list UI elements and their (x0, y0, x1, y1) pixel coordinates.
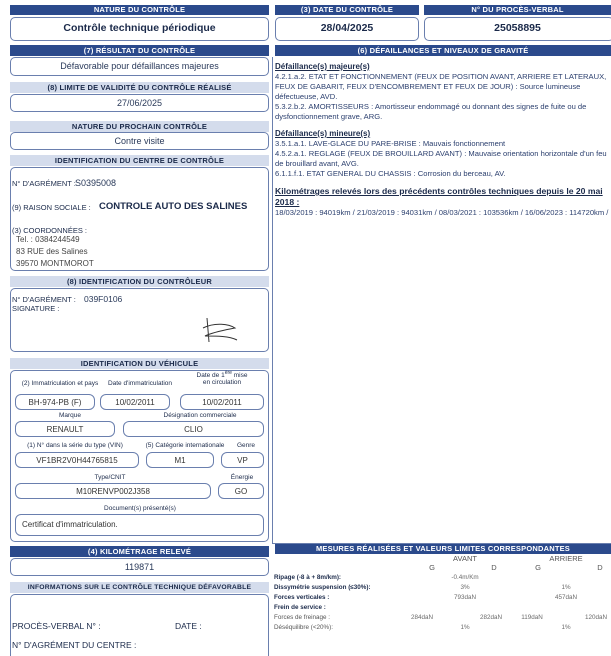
ff-avg: 284daN (410, 614, 434, 621)
col-avant: AVANT (453, 554, 477, 563)
type-field: M10RENVP002J358 (15, 483, 211, 499)
minor-item-1: 3.5.1.a.1. LAVE-GLACE DU PARE-BRISE : Mauvais fonctionnement (275, 139, 506, 148)
ripage-value: -0.4m/Km (451, 574, 479, 581)
km-header: (4) KILOMÉTRAGE RELEVÉ (10, 546, 269, 557)
result-header: (7) RÉSULTAT DU CONTRÔLE (10, 45, 269, 56)
lbl-genre: Genre (236, 442, 256, 449)
date-controle-header: (3) DATE DU CONTRÔLE (275, 5, 419, 15)
dissym-av: 3% (460, 584, 470, 591)
pv-number-header: N° DU PROCÈS-VERBAL (424, 5, 611, 15)
lbl-first-circ-a: Date de 1 (196, 372, 225, 380)
signature-image (195, 312, 245, 348)
controleur-agrement-label: N° D'AGRÉMENT : (12, 295, 76, 304)
frein-label: Frein de service : (274, 604, 326, 611)
marque-field: RENAULT (15, 421, 115, 437)
lbl-first-circ (178, 370, 266, 386)
raison-label: (9) RAISON SOCIALE : (12, 203, 91, 212)
nature-value: Contrôle technique périodique (63, 22, 216, 34)
dissym-label: Dissymétrie suspension (≤30%): (274, 584, 371, 591)
raison-value: CONTROLE AUTO DES SALINES (99, 201, 248, 212)
ff-arg: 119daN (521, 614, 543, 621)
lbl-energie: Énergie (230, 474, 254, 481)
defects-header: (6) DÉFAILLANCES ET NIVEAUX DE GRAVITÉ (275, 45, 611, 56)
forces-vert-av: 793daN (453, 594, 477, 601)
documents-field: Certificat d'immatriculation. (15, 514, 264, 536)
lbl-vin: (1) N° dans la série du type (VIN) (27, 442, 123, 449)
designation-field: CLIO (123, 421, 264, 437)
col-arriere: ARRIERE (549, 554, 583, 563)
major-item-1: 4.2.1.a.2. ETAT ET FONCTIONNEMENT (FEUX DE POSITION AVANT, ARRIERE ET LATERAUX, FEUX DE GABARIT, FEUX D'ENCOMBREMENT ET FEUX DE JOUR) : Source lumineuse défectueuse, AVD. (275, 72, 607, 101)
minor-item-3: 6.1.1.f.1. ETAT GENERAL DU CHASSIS : Corrosion du berceau, AV. (275, 169, 506, 178)
dissym-ar: 1% (561, 584, 571, 591)
validity-value: 27/06/2025 (116, 98, 163, 108)
centre-agrement-value: S0395008 (75, 178, 117, 188)
info-header: INFORMATIONS SUR LE CONTRÔLE TECHNIQUE DÉFAVORABLE (10, 582, 269, 593)
ff-ard: 120daN (584, 614, 608, 621)
nature-header: NATURE DU CONTRÔLE (10, 5, 269, 15)
deseq-ar: 1% (561, 624, 571, 631)
coord-tel: Tel. : 0384244549 (16, 235, 80, 244)
lbl-date-immat: Date d'immatriculation (107, 380, 173, 387)
lbl-first-circ-b: mise (231, 372, 248, 380)
immat-field: BH-974-PB (F) (15, 394, 95, 410)
centre-header: IDENTIFICATION DU CENTRE DE CONTRÔLE (10, 155, 269, 166)
coord-label: (3) COORDONNÉES : (12, 226, 88, 235)
controleur-agrement-value: 039F0106 (84, 294, 123, 304)
col-avant-g: G (429, 563, 435, 572)
km-history-list: 18/03/2019 : 94019km / 21/03/2019 : 94031km / 08/03/2021 : 103536km / 16/06/2023 : 114720km / (275, 208, 609, 217)
forces-frein-label: Forces de freinage : (274, 614, 331, 621)
forces-vert-label: Forces verticales : (274, 594, 330, 601)
lbl-first-circ-sup: ère (224, 370, 232, 376)
major-title: Défaillance(s) majeure(s) (275, 62, 370, 71)
col-arriere-g: G (535, 563, 541, 572)
ripage-label: Ripage (-8 à + 8m/km): (274, 574, 342, 581)
coord-addr1: 83 RUE des Salines (16, 247, 88, 256)
vehicle-header: IDENTIFICATION DU VÉHICULE (10, 358, 269, 369)
pv-number-value: 25058895 (494, 22, 541, 34)
date-immat-field: 10/02/2011 (100, 394, 170, 410)
coord-addr2: 39570 MONTMOROT (16, 259, 94, 268)
deseq-av: 1% (460, 624, 470, 631)
vin-field: VF1BR2V0H44765815 (15, 452, 139, 468)
km-value: 119871 (124, 562, 155, 572)
pv-label: PROCÈS-VERBAL N° : (12, 621, 101, 631)
lbl-type: Type/CNIT (94, 474, 126, 481)
agrement-centre-label: N° D'AGRÉMENT DU CENTRE : (12, 640, 137, 650)
lbl-immat: (2) Immatriculation et pays (21, 380, 99, 387)
controleur-header: (8) IDENTIFICATION DU CONTRÔLEUR (10, 276, 269, 287)
deseq-label: Déséquilibre (<20%): (274, 624, 333, 631)
genre-field: VP (221, 452, 264, 468)
result-value: Défavorable pour défaillances majeures (60, 61, 219, 71)
col-avant-d: D (491, 563, 497, 572)
date-controle-value: 28/04/2025 (320, 22, 374, 34)
next-value: Contre visite (114, 136, 165, 146)
major-item-2: 5.3.2.b.2. AMORTISSEURS : Amortisseur endommagé ou donnant des signes de fuite ou de dysfonctionnement grave, ARG. (275, 102, 587, 121)
lbl-designation: Désignation commerciale (163, 412, 237, 419)
forces-vert-ar: 457daN (554, 594, 578, 601)
defects-text (275, 62, 609, 218)
minor-item-2: 4.5.2.a.1. REGLAGE (FEUX DE BROUILLARD AVANT) : Mauvaise orientation horizontale d'un feu de brouillard avant, AVG. (275, 149, 607, 168)
measures-header: MESURES RÉALISÉES ET VALEURS LIMITES CORRESPONDANTES (275, 544, 611, 554)
lbl-categorie: (5) Catégorie internationale (145, 442, 225, 449)
date-label: DATE : (175, 621, 202, 631)
signature-label: SIGNATURE : (12, 304, 60, 313)
minor-title: Défaillance(s) mineure(s) (275, 129, 371, 138)
next-header: NATURE DU PROCHAIN CONTRÔLE (10, 121, 269, 132)
col-arriere-d: D (597, 563, 603, 572)
energie-field: GO (218, 483, 264, 499)
lbl-marque: Marque (58, 412, 82, 419)
validity-header: (8) LIMITE DE VALIDITÉ DU CONTRÔLE RÉALISÉ (10, 82, 269, 93)
measures-table (272, 554, 611, 634)
ff-avd: 282daN (479, 614, 503, 621)
km-history-title: Kilométrages relevés lors des précédents contrôles techniques depuis le 20 mai 2018 : (275, 186, 603, 207)
lbl-documents: Document(s) présenté(s) (104, 505, 176, 512)
lbl-first-circ-c: en circulation (202, 379, 242, 387)
first-circ-field: 10/02/2011 (180, 394, 264, 410)
centre-agrement-label: N° D'AGRÉMENT : (12, 179, 76, 188)
categorie-field: M1 (146, 452, 214, 468)
